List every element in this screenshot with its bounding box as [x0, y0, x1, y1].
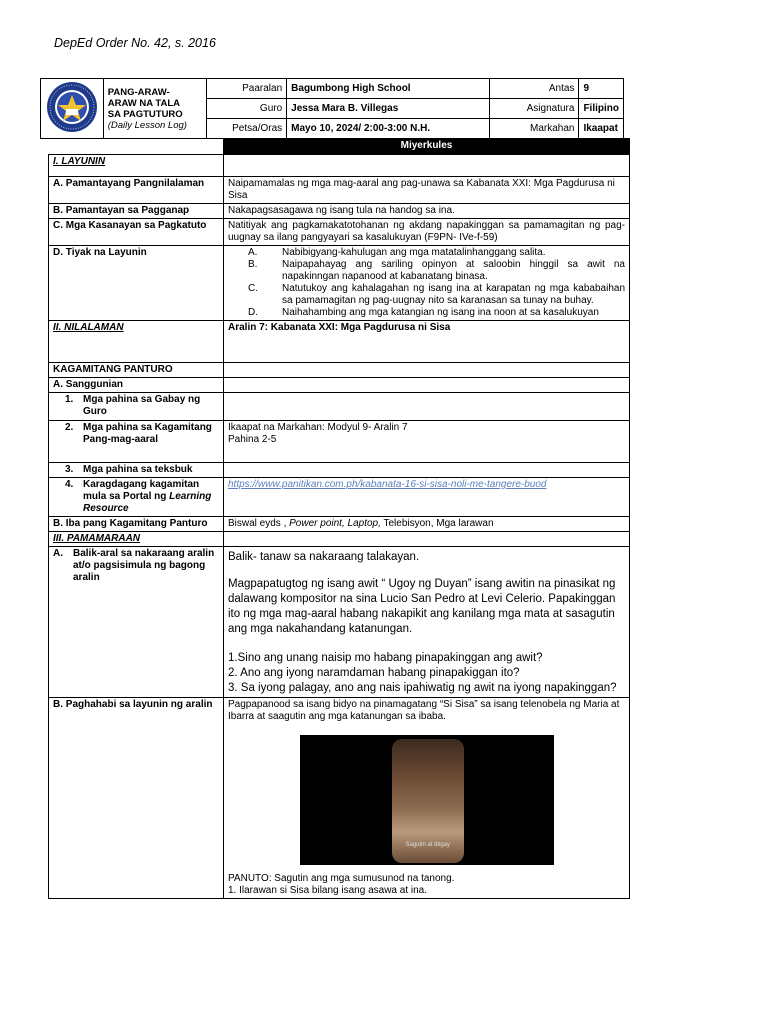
section-nilalaman: II. NILALAMAN [53, 321, 124, 333]
list-item: C. Natutukoy ang kahalagahan ng isang ina at karapatan ng mga kababaihan sa pamamagitan ng pag-uugnay nito sa karanasan sa tunay na buhay. [248, 282, 625, 306]
logo-cell [41, 79, 104, 139]
objectives-list [224, 245, 630, 320]
dll-title: PANG-ARAW- ARAW NA TALA SA PAGTUTURO (Daily Lesson Log) [103, 79, 206, 139]
grade-level: 9 [579, 79, 624, 99]
balik-aral-content: Balik- tanaw sa nakaraang talakayan. Magpapatugtog ng isang awit “ Ugoy ng Duyan” isang awitin na pinasikat ng dalawang kompositor na sina Lucio San Pedro at Levi Celerio. Papakinggan ito ng mga mag-aaral habang nakapikit ang kanilang mga mata at sasagutin ang mga nakahandang katanungan. 1.Sino ang unang naisip mo habang pinapakinggan ang awit? 2. Ano ang iyong naramdaman habang pinapakiggan ito? 3. Sa iyong palagay, ano ang nais ipahiwatig ng awit na iyong napakinggan? [224, 546, 630, 697]
module-reference: Ikaapat na Markahan: Modyul 9- Aralin 7 Pahina 2-5 [224, 420, 630, 462]
portal-link[interactable]: https://www.panitikan.com.ph/kabanata-16-si-sisa-noli-me-tangere-buod [228, 478, 547, 490]
list-item: A. Nabibigyang-kahulugan ang mga matatalinhanggang salita. [248, 246, 546, 258]
list-item: B. Naipapahayag ang sariling opinyon at saloobin hinggil sa awit na napakinngan napanood at kabanatang binasa. [248, 258, 625, 282]
lesson-title: Aralin 7: Kabanata XXI: Mga Pagdurusa ni Sisa [224, 320, 630, 362]
day-header: Miyerkules [224, 139, 630, 155]
subject: Filipino [579, 99, 624, 119]
list-item: D. Naihahambing ang mga katangian ng isang ina noon at sa kasalukuyan [248, 306, 599, 318]
row-text-pangnilalaman: Naipamamalas ng mga mag-aaral ang pag-unawa sa Kabanata XXI: Mga Pagdurusa ni Sisa [224, 176, 630, 203]
other-materials: Biswal eyds , Power point, Laptop, Telebisyon, Mga larawan [224, 516, 630, 531]
row-text-kasanayan: Natitiyak ang pagkamakatotohanan ng akdang napakinggan sa pamamagitan ng pag-uugnay sa ilang pangyayari sa kasalukuyan (F9PN- IVe-f-59) [224, 218, 630, 245]
date-time: Mayo 10, 2024/ 2:00-3:00 N.H. [287, 119, 490, 139]
row-text-pagganap: Nakapagsasagawa ng isang tula na handog sa ina. [224, 203, 630, 218]
quarter: Ikaapat [579, 119, 624, 139]
row-label-iba-pang-kagamitan: B. Iba pang Kagamitang Panturo [49, 516, 224, 531]
paghahabi-content: Pagpapanood sa isang bidyo na pinamagatang “Si Sisa” sa isang telenobela ng Maria at Ibarra at saagutin ang mga katanungan sa ibaba. Sagutin at ibigay PANUTO: Sagutin ang mga sumusunod na tanong. 1. Ilarawan si Sisa bilang isang asawa at ina. [224, 697, 630, 898]
teacher-name: Jessa Mara B. Villegas [287, 99, 490, 119]
row-label-tiyak: D. Tiyak na Layunin [49, 245, 224, 320]
row-label-paghahabi: B. Paghahabi sa layunin ng aralin [49, 697, 224, 898]
deped-seal-icon [46, 81, 98, 133]
section-kagamitan: KAGAMITANG PANTURO [49, 362, 224, 377]
deped-order: DepEd Order No. 42, s. 2016 [54, 36, 216, 50]
section-pamamaraan: III. PAMAMARAAN [53, 532, 141, 544]
video-thumbnail[interactable]: Sagutin at ibigay [300, 735, 554, 865]
row-label-sanggunian: A. Sanggunian [49, 377, 224, 392]
row-label-pagganap: B. Pamantayan sa Pagganap [49, 203, 224, 218]
section-layunin: I. LAYUNIN [53, 155, 106, 167]
header-table: PANG-ARAW- ARAW NA TALA SA PAGTUTURO (Daily Lesson Log) Paaralan Bagumbong High School Antas 9 Guro Jessa Mara B. Villegas Asignatura Filipino Petsa/Oras Mayo 10, 2024/ 2:00-3:00 N.H. Markahan Ikaapat [40, 78, 624, 139]
row-label-pangnilalaman: A. Pamantayang Pangnilalaman [49, 176, 224, 203]
row-label-balik-aral: A. Balik-aral sa nakaraang aralin at/o pagsisimula ng bagong aralin [49, 546, 224, 697]
school-name: Bagumbong High School [287, 79, 490, 99]
row-label-kasanayan: C. Mga Kasanayan sa Pagkatuto [49, 218, 224, 245]
lesson-table: Miyerkules I. LAYUNIN A. Pamantayang Pangnilalaman Naipamamalas ng mga mag-aaral ang pag-unawa sa Kabanata XXI: Mga Pagdurusa ni Sisa B. Pamantayan sa Pagganap Nakapagsasagawa ng isang tula na handog sa ina. C. Mga Kasanayan sa Pagkatuto Natitiyak ang pagkamakatotohanan ng akdang napakinggan sa pamamagitan ng pag-uugnay sa ilang pangyayari sa kasalukuyan (F9PN- IVe-f-59) D. Tiyak na Layunin A. Nabibigyang-kahulugan ang mga matatalinhanggang salita. B. Naipapahayag ang sariling opinyon at saloobin hinggil sa awit na napakinngan napanood at kabanatang binasa. C. Natutukoy ang kahalagahan ng isang ina at karapatan ng mga kababaihan sa pamamagitan ng pag-uugnay nito sa karanasan sa tunay na buhay. D. Naihahambing ang mga katangian ng isang ina noon at sa kasalukuyan II. NILALAMAN Aralin 7: Kabanata XXI: Mga Pagdurusa ni Sisa KAGAMITANG PANTURO A. Sanggunian 1. Mga pahina sa Gabay ng Guro 2. Mga pahina sa Kagamitang Pang-mag-aaral Ikaapat na Markahan: Modyul 9- Aralin 7 Pahina 2-5 3. Mga pahina sa teksbuk 4. Karagdagang kagamitan mula sa Portal ng Learning Resource https://www.panitikan.com.ph/kabanata-16-si-sisa-noli-me-tangere-buod B. Iba pang Kagamitang Panturo Biswal eyds , Power point, Laptop, Telebisyon, Mga larawan III. PAMAMARAAN A. Balik-aral sa nakaraang aralin at/o pagsisimula ng bagong aralin Balik- tanaw sa nakaraang talakayan. Magpapatugtog ng isang awit “ Ugoy ng Duyan” isang awitin na pinasikat ng dalawang kompositor na sina Lucio San Pedro at Levi Celerio. Papakinggan ito ng mga mag-aaral habang nakapikit ang kanilang mga mata at sasagutin ang mga nakahandang katanungan. 1.Sino ang unang naisip mo habang pinapakinggan ang awit? 2. Ano ang iyong naramdaman habang pinapakiggan ito? 3. Sa iyong palagay, ano ang nais ipahiwatig ng awit na iyong napakinggan? B. Paghahabi sa layunin ng aralin Pagpapanood sa isang bidyo na pinamagatang “Si Sisa” sa isang telenobela ng Maria at Ibarra at saagutin ang mga katanungan sa ibaba. Sagutin at ibigay PANUTO: Sagutin ang mga sumusunod na tanong. 1. Ilarawan si Sisa bilang isang asawa at ina. [48, 138, 630, 899]
